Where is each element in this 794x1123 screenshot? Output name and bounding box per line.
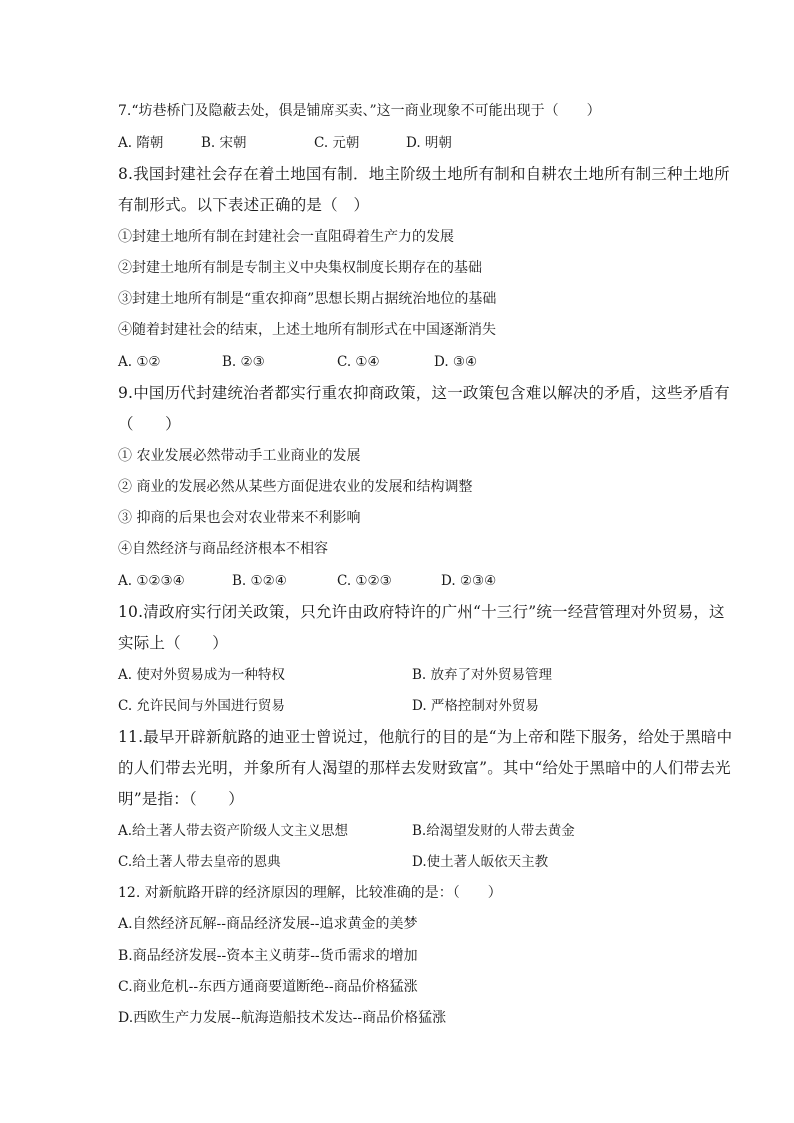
q11-option-a: A.给土著人带去资产阶级人文主义思想	[118, 823, 349, 839]
q7-option-a: A. 隋朝	[118, 135, 164, 151]
question-10-stem-line-1: 10.清政府实行闭关政策，只允许由政府特许的广州“十三行”统一经营管理对外贸易，这	[118, 603, 725, 621]
q10-option-b: B. 放弃了对外贸易管理	[412, 667, 553, 683]
question-9-stem-line-1: 9.中国历代封建统治者都实行重农抑商政策，这一政策包含难以解决的矛盾，这些矛盾有	[118, 384, 730, 402]
q8-item-4: ④随着封建社会的结束，上述土地所有制形式在中国逐渐消失	[118, 322, 496, 338]
question-8-stem-line-1: 8.我国封建社会存在着土地国有制．地主阶级土地所有制和自耕农土地所有制三种土地所	[118, 165, 730, 183]
q8-option-a: A. ①②	[118, 354, 161, 370]
q9-option-d: D. ②③④	[441, 573, 497, 589]
q9-item-4: ④自然经济与商品经济根本不相容	[118, 541, 328, 557]
question-9-stem-line-2: （ ）	[118, 415, 181, 433]
q11-option-b: B.给渴望发财的人带去黄金	[412, 823, 575, 839]
q7-option-b: B. 宋朝	[201, 135, 247, 151]
question-11-stem-line-3: 明”是指：（ ）	[118, 790, 244, 808]
question-11-stem-line-1: 11.最早开辟新航路的迪亚士曾说过，他航行的目的是“为上帝和陛下服务，给处于黑暗中	[118, 728, 733, 746]
question-12-stem: 12. 对新航路开辟的经济原因的理解，比较准确的是：（ ）	[118, 885, 502, 901]
q9-option-b: B. ①②④	[232, 573, 287, 589]
q12-option-c: C.商业危机--东西方通商要道断绝--商品价格猛涨	[118, 979, 418, 995]
q7-option-d: D. 明朝	[406, 135, 452, 151]
q7-option-c: C. 元朝	[314, 135, 360, 151]
q11-option-d: D.使土著人皈依天主教	[412, 854, 549, 870]
q11-option-c: C.给土著人带去皇帝的恩典	[118, 854, 281, 870]
q8-option-d: D. ③④	[434, 354, 478, 370]
question-11-stem-line-2: 的人们带去光明，并象所有人渴望的那样去发财致富”。其中“给处于黑暗中的人们带去光	[118, 759, 731, 777]
q10-option-c: C. 允许民间与外国进行贸易	[118, 698, 285, 714]
q9-item-2: ② 商业的发展必然从某些方面促进农业的发展和结构调整	[118, 479, 473, 495]
q9-item-1: ① 农业发展必然带动手工业商业的发展	[118, 448, 361, 464]
q9-item-3: ③ 抑商的后果也会对农业带来不利影响	[118, 510, 361, 526]
q12-option-b: B.商品经济发展--资本主义萌芽--货币需求的增加	[118, 948, 418, 964]
q9-option-a: A. ①②③④	[118, 573, 185, 589]
q8-item-1: ①封建土地所有制在封建社会一直阻碍着生产力的发展	[118, 229, 454, 245]
q10-option-a: A. 使对外贸易成为一种特权	[118, 667, 285, 683]
q8-item-2: ②封建土地所有制是专制主义中央集权制度长期存在的基础	[118, 260, 482, 276]
q8-option-b: B. ②③	[222, 354, 265, 370]
q8-item-3: ③封建土地所有制是“重农抑商”思想长期占据统治地位的基础	[118, 291, 497, 307]
question-10-stem-line-2: 实际上（ ）	[118, 634, 228, 652]
q12-option-a: A.自然经济瓦解--商品经济发展--追求黄金的美梦	[118, 916, 418, 932]
q10-option-d: D. 严格控制对外贸易	[412, 698, 539, 714]
q8-option-c: C. ①④	[337, 354, 380, 370]
q9-option-c: C. ①②③	[337, 573, 392, 589]
q12-option-d: D.西欧生产力发展--航海造船技术发达--商品价格猛涨	[118, 1010, 447, 1026]
question-7-stem: 7.“坊巷桥门及隐蔽去处，俱是铺席买卖、”这一商业现象不可能出现于（ ）	[118, 103, 601, 119]
question-8-stem-line-2: 有制形式。以下表述正确的是（ ）	[118, 196, 370, 214]
